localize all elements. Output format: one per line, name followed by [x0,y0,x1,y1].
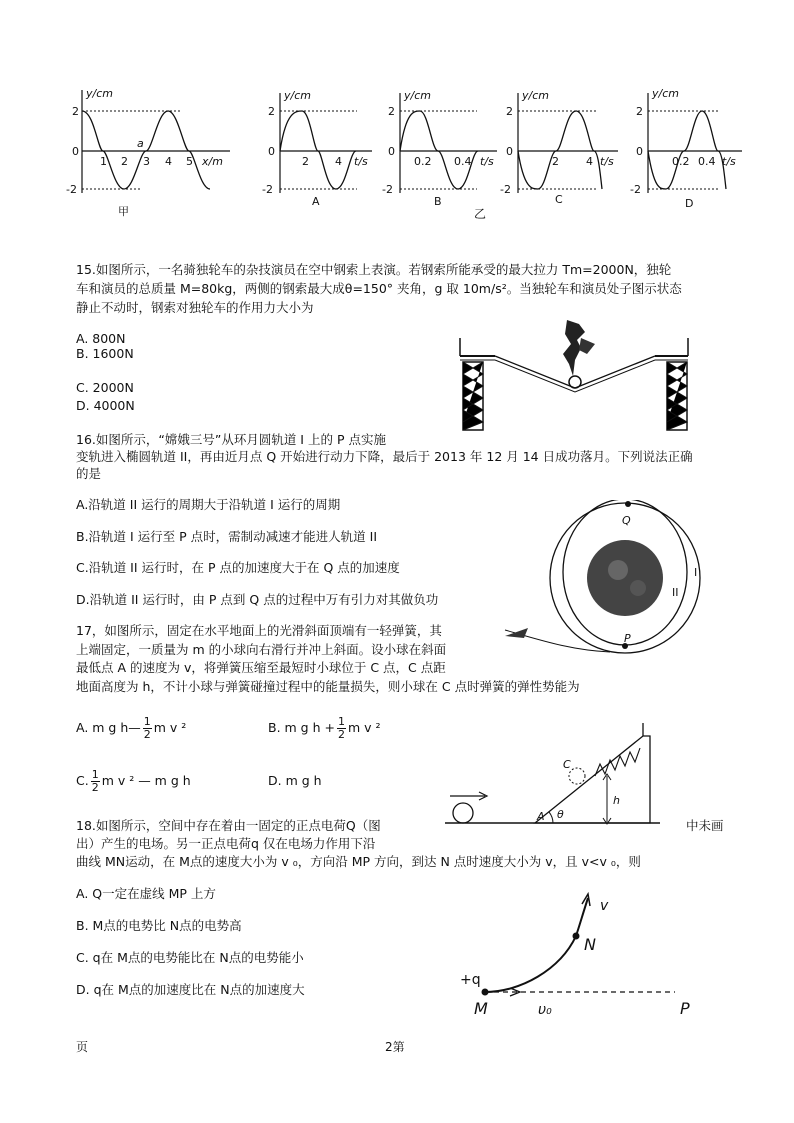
label-I: I [694,566,698,579]
label-N: N [584,935,596,954]
ytick: 0 [268,145,275,158]
xtick: 2 [552,155,559,168]
q16-line2: 变轨进入椭圆轨道 II，再由近月点 Q 开始进行动力下降，最后于 2013 年 12 月 14 日成功落月。下列说法正确 [76,449,693,464]
frac-den: 2 [337,728,345,741]
label-II: II [672,586,679,599]
q17-line4: 地面高度为 h，不计小球与弹簧碰撞过程中的能量损失，则小球在 C 点时弹簧的弹性势能为 [76,679,580,694]
q18-line2: 出）产生的电场。另一正点电荷q 仅在电场力作用下沿 [76,836,376,851]
q17-option-c [76,769,191,794]
q16-option-b: B.沿轨道 I 运行至 P 点时，需制动减速才能进人轨道 II [76,529,378,544]
label-A: A [537,810,545,823]
q16-option-d: D.沿轨道 II 运行时，由 P 点到 Q 点的过程中万有引力对其做负功 [76,592,439,607]
xtick: 4 [335,155,342,168]
label-M: M [474,999,488,1018]
label-Q: Q [622,514,631,527]
xtick: 4 [586,155,593,168]
label-q: +q [460,972,481,988]
footer-left: 页 [76,1040,89,1054]
xtick: 0.4 [698,155,716,168]
q17-b-post: m v ² [347,720,381,735]
ytick: 2 [388,105,395,118]
q18-line1a: 18.如图所示，空间中存在着由一固定的正点电荷Q（图 [76,818,381,833]
q15-option-b: B. 1600N [76,346,134,361]
ytick: 2 [506,105,513,118]
xtick: 2 [121,155,128,168]
frac-den: 2 [143,728,151,741]
xtick: 0.2 [414,155,432,168]
xtick: 3 [143,155,150,168]
label-P: P [624,632,631,645]
point-a: a [137,137,144,150]
graph-B-ylabel: y/cm [404,89,431,102]
q17-figure-incline-spring [445,718,665,831]
ytick: 2 [72,105,79,118]
q18-line3: 曲线 MN运动，在 M点的速度大小为 v ₀，方向沿 MP 方向，到达 N 点时速度大小为 v，且 v<v ₀，则 [76,854,641,869]
graph-caption: A [312,195,320,208]
q16-line3: 的是 [76,466,102,481]
xtick: 0.4 [454,155,472,168]
graph-B [382,85,512,225]
q17-option-a [76,716,186,741]
q15-option-a: A. 800N [76,331,126,346]
ytick: 2 [636,105,643,118]
graph-caption: 甲 [118,205,129,218]
ytick: -2 [500,183,511,196]
q15-line2: 车和演员的总质量 M=80kg，两侧的钢索最大成θ=150° 夹角，g 取 10m/s²。当独轮车和演员处子图示状态 [76,281,682,296]
xtick: 5 [186,155,193,168]
q17-option-b [268,716,381,741]
ytick: -2 [630,183,641,196]
fraction [91,769,100,794]
q17-a-post: m v ² [153,720,187,735]
graph-jia-ylabel: y/cm [86,87,113,100]
graph-caption: B [434,195,442,208]
ytick: -2 [66,183,77,196]
q18-option-c: C. q在 M点的电势能比在 N点的电势能小 [76,950,304,965]
q17-c-pre: C. [76,773,89,788]
xunit: t/s [354,155,368,168]
q16-option-a: A.沿轨道 II 运行的周期大于沿轨道 I 运行的周期 [76,497,341,512]
ytick: 2 [268,105,275,118]
frac-num: 1 [91,768,99,781]
graph-jia [60,85,235,225]
q18-option-a: A. Q一定在虚线 MP 上方 [76,886,216,901]
ytick: 0 [506,145,513,158]
q17-b-pre: B. m g h + [268,720,335,735]
ytick: -2 [382,183,393,196]
ytick: 0 [636,145,643,158]
graph-caption: C [555,193,563,206]
xunit: t/s [722,155,736,168]
label-v: v [600,898,609,914]
label-theta: θ [557,808,564,821]
q15-line3: 静止不动时，钢索对独轮车的作用力大小为 [76,300,314,315]
frac-den: 2 [91,781,99,794]
xtick: 4 [165,155,172,168]
q15-line1: 15.如图所示，一名骑独轮车的杂技演员在空中钢索上表演。若钢索所能承受的最大拉力 Tm=2000N，独轮 [76,262,672,277]
q17-c-post: m v ² — m g h [101,773,191,788]
q18-option-d: D. q在 M点的加速度比在 N点的加速度大 [76,982,305,997]
graph-A-ylabel: y/cm [284,89,311,102]
label-h: h [613,794,620,807]
label-v0: υ₀ [538,1002,552,1018]
frac-num: 1 [143,715,151,728]
q18-figure-charge-path [450,890,700,1028]
xunit: t/s [600,155,614,168]
q17-a-pre: A. m g h— [76,720,141,735]
q15-option-c: C. 2000N [76,380,134,395]
frac-num: 1 [337,715,345,728]
q17-line1: 17，如图所示，固定在水平地面上的光滑斜面顶端有一轻弹簧，其 [76,623,442,638]
fraction [337,716,346,741]
label-P: P [680,999,690,1018]
q15-option-d: D. 4000N [76,398,135,413]
yi-caption: 乙 [474,207,487,221]
xunit: t/s [480,155,494,168]
ytick: 0 [388,145,395,158]
graph-caption: D [685,197,694,210]
label-C: C [563,758,571,771]
q18-option-b: B. M点的电势比 N点的电势高 [76,918,242,933]
q17-option-d: D. m g h [268,773,322,788]
graph-A [262,85,392,225]
xtick: 0.2 [672,155,690,168]
fraction [143,716,152,741]
ytick: -2 [262,183,273,196]
graph-C-ylabel: y/cm [522,89,549,102]
xunit: x/m [202,155,223,168]
q16-figure-orbits [500,500,730,668]
xtick: 1 [100,155,107,168]
ytick: 0 [72,145,79,158]
q17-line2: 上端固定，一质量为 m 的小球向右滑行并冲上斜面。设小球在斜面 [76,642,447,657]
footer-page-number: 2第 [385,1040,405,1054]
graph-D [630,85,760,225]
graph-C [500,85,630,225]
xtick: 2 [302,155,309,168]
graph-D-ylabel: y/cm [652,87,679,100]
q17-line3: 最低点 A 的速度为 v，将弹簧压缩至最短时小球位于 C 点，C 点距 [76,660,446,675]
q16-option-c: C.沿轨道 II 运行时，在 P 点的加速度大于在 Q 点的加速度 [76,560,400,575]
q16-line1: 16.如图所示，“嫦娥三号”从环月圆轨道 I 上的 P 点实施 [76,432,386,447]
q18-line1b: 中未画 [686,818,724,833]
q15-figure-wire-unicycle [455,318,695,436]
